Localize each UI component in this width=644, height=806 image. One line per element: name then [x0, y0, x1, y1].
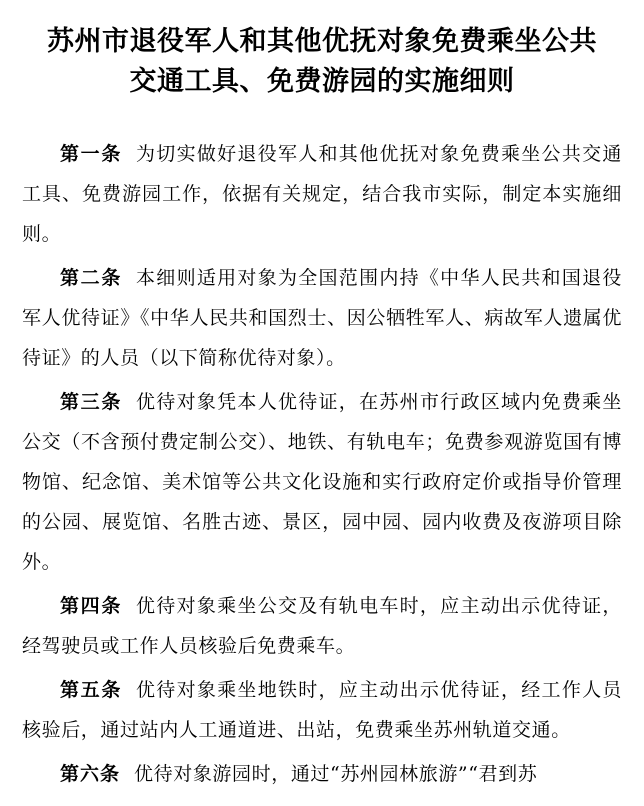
article-text: 本细则适用对象为全国范围内持《中华人民共和国退役军人优待证》《中华人民共和国烈士、因公牺牲军人、病故军人遗属优待证》的人员（以下简称优待对象）。	[22, 267, 622, 369]
article-6	[22, 754, 622, 794]
article-text: 优待对象游园时，通过“苏州园林旅游”“君到苏	[134, 763, 538, 785]
article-3	[22, 382, 622, 582]
article-2	[22, 258, 622, 378]
article-text: 优待对象凭本人优待证，在苏州市行政区域内免费乘坐公交（不含预付费定制公交）、地铁、有轨电车；免费参观游览国有博物馆、纪念馆、美术馆等公共文化设施和实行政府定价或指导价管理的公园、展览馆、名胜古迹、景区，园中园、园内收费及夜游项目除外。	[22, 391, 622, 573]
article-label: 第五条	[60, 679, 123, 701]
title-line-2: 交通工具、免费游园的实施细则	[129, 66, 515, 97]
article-4	[22, 586, 622, 666]
article-1	[22, 134, 622, 254]
article-text: 为切实做好退役军人和其他优抚对象免费乘坐公共交通工具、免费游园工作，依据有关规定，结合我市实际，制定本实施细则。	[22, 143, 622, 245]
article-text: 优待对象乘坐地铁时，应主动出示优待证，经工作人员核验后，通过站内人工通道进、出站，免费乘坐苏州轨道交通。	[22, 679, 622, 741]
article-text: 优待对象乘坐公交及有轨电车时，应主动出示优待证，经驾驶员或工作人员核验后免费乘车。	[22, 595, 622, 657]
article-label: 第二条	[60, 267, 123, 289]
article-5	[22, 670, 622, 750]
article-label: 第四条	[60, 595, 123, 617]
article-label: 第一条	[60, 143, 123, 165]
document-title	[22, 22, 622, 102]
article-label: 第六条	[60, 763, 121, 785]
document-body	[22, 134, 622, 794]
title-line-1: 苏州市退役军人和其他优抚对象免费乘坐公共	[47, 26, 597, 57]
article-label: 第三条	[60, 391, 123, 413]
